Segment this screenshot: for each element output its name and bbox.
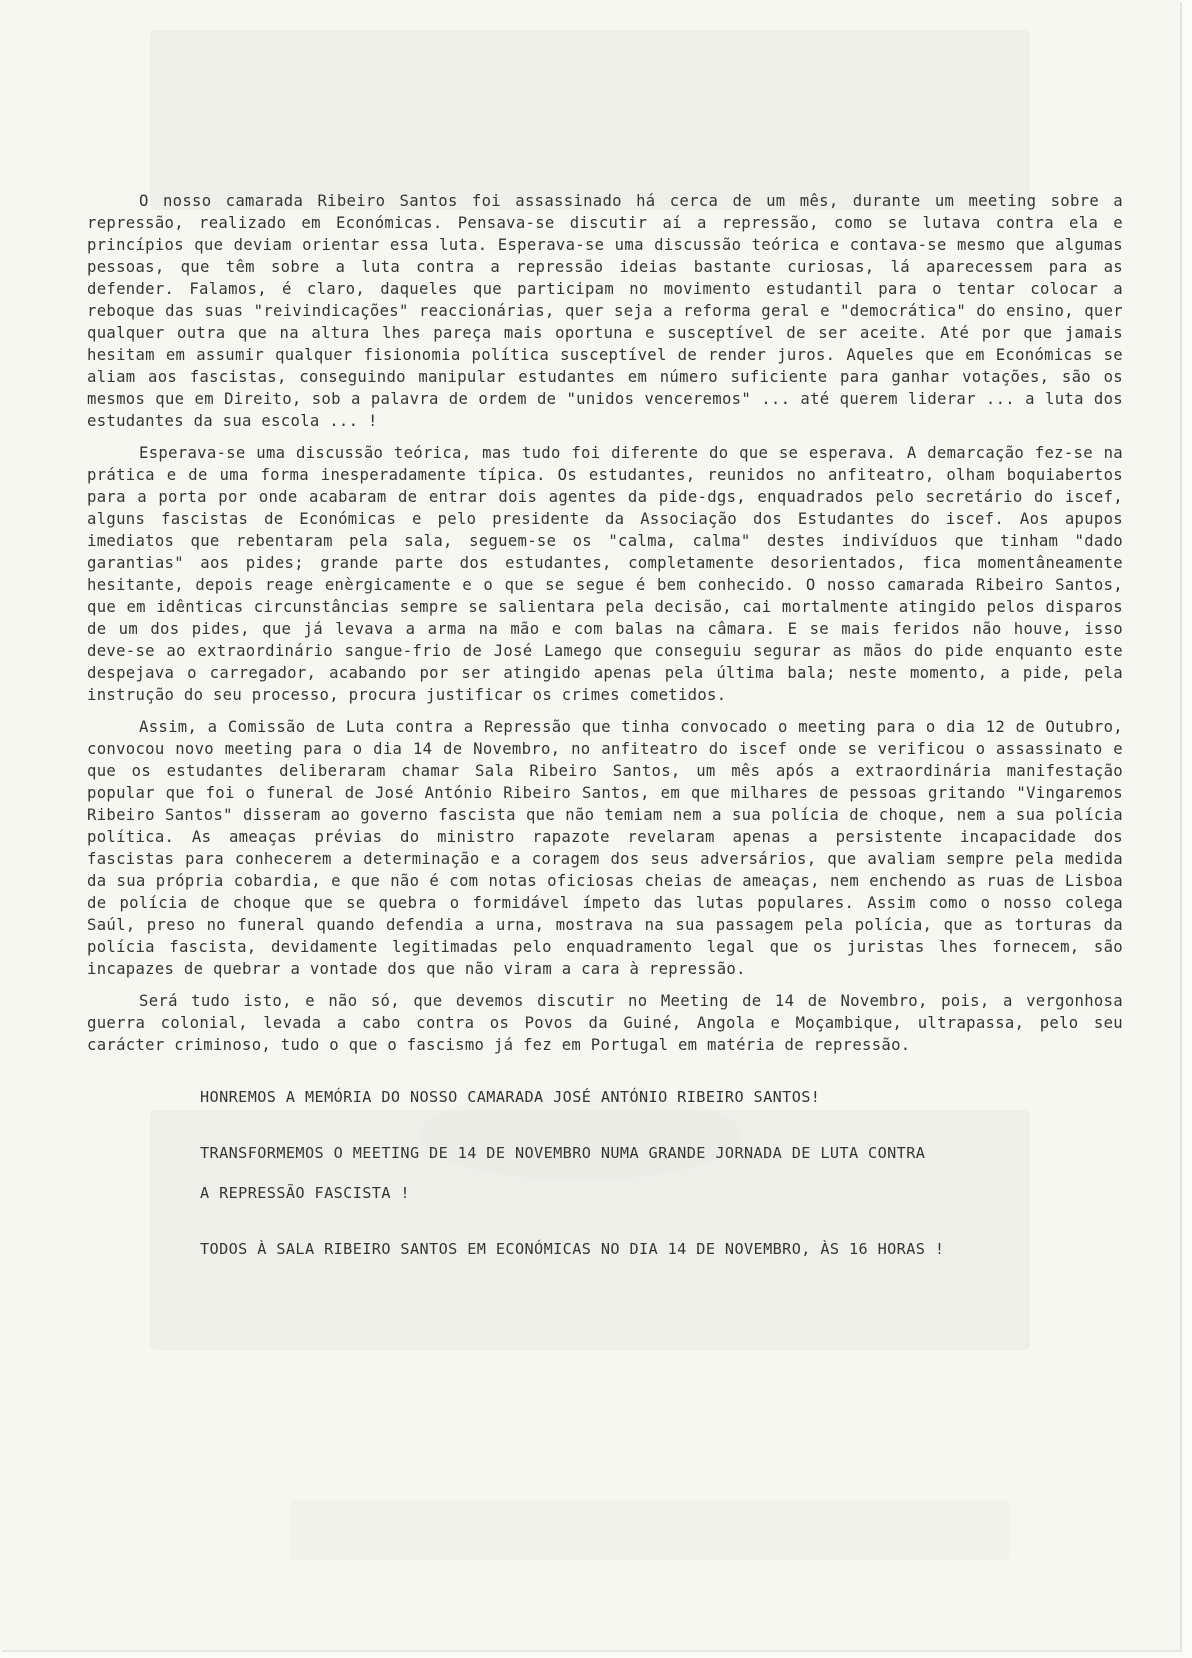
leaflet-text xyxy=(87,190,1123,1294)
slogan-honor: HONREMOS A MEMÓRIA DO NOSSO CAMARADA JOSÉ ANTÓNIO RIBEIRO SANTOS! xyxy=(200,1088,821,1106)
slogan-transform-line-2: A REPRESSÃO FASCISTA ! xyxy=(200,1184,410,1202)
bleed-through-shade-footer xyxy=(290,1500,1010,1560)
slogan-transform-line-1: TRANSFORMEMOS O MEETING DE 14 DE NOVEMBRO NUMA GRANDE JORNADA DE LUTA CONTRA xyxy=(200,1144,926,1162)
slogan-all-to-hall: TODOS À SALA RIBEIRO SANTOS EM ECONÓMICAS NO DIA 14 DE NOVEMBRO, ÀS 16 HORAS ! xyxy=(200,1240,945,1258)
paragraph-1: O nosso camarada Ribeiro Santos foi assassinado há cerca de um mês, durante um meeting sobre a repressão, realizado em Económicas. Pensava-se discutir aí a repressão, como se lutava contra ela e princípios que deviam orientar essa luta. Esperava-se uma discussão teórica e contava-se mesmo que algumas pessoas, que têm sobre a luta contra a repressão ideias bastante curiosas, lá aparecessem para as defender. Falamos, é claro, daqueles que participam no movimento estudantil para o tentar colocar a reboque das suas "reivindicações" reaccionárias, quer seja a reforma geral e "democrática" do ensino, quer qualquer outra que na altura lhes pareça mais oportuna e susceptível de ser aceite. Até por que jamais hesitam em assumir qualquer fisionomia política susceptível de render juros. Aqueles que em Económicas se aliam aos fascistas, conseguindo manipular estudantes em número suficiente para ganhar votações, são os mesmos que em Direito, sob a palavra de ordem de "unidos venceremos" ... até querem liderar ... a luta dos estudantes da sua escola ... ! xyxy=(87,192,1123,430)
bleed-through-shade-top xyxy=(150,30,1030,210)
paragraph-4: Será tudo isto, e não só, que devemos discutir no Meeting de 14 de Novembro, pois, a vergonhosa guerra colonial, levada a cabo contra os Povos da Guiné, Angola e Moçambique, ultrapassa, pelo seu carácter criminoso, tudo o que o fascismo já fez em Portugal em matéria de repressão. xyxy=(87,992,1123,1054)
paragraph-3: Assim, a Comissão de Luta contra a Repressão que tinha convocado o meeting para o dia 12 de Outubro, convocou novo meeting para o dia 14 de Novembro, no anfiteatro do iscef onde se verificou o assassinato e que os estudantes deliberaram chamar Sala Ribeiro Santos, um mês após a extraordinária manifestação popular que foi o funeral de José António Ribeiro Santos, em que milhares de pessoas gritando "Vingaremos Ribeiro Santos" disseram ao governo fascista que não temiam nem a sua polícia de choque, nem a sua polícia política. As ameaças prévias do ministro rapazote revelaram apenas a persistente incapacidade dos fascistas para conhecerem a determinação e a coragem dos seus adversários, que avaliam sempre pela medida da sua própria cobardia, e que não é com notas oficiosas cheias de ameaças, nem enchendo as ruas de Lisboa de polícia de choque que se quebra o formidável ímpeto das lutas populares. Assim como o nosso colega Saúl, preso no funeral quando defendia a urna, mostrava na sua passagem pela polícia, que as torturas da polícia fascista, devidamente legitimadas pelo enquadramento legal que os juristas lhes fornecem, são incapazes de quebrar a vontade dos que não viram a cara à repressão. xyxy=(87,718,1123,978)
slogans xyxy=(87,1086,1123,1260)
paragraph-2: Esperava-se uma discussão teórica, mas tudo foi diferente do que se esperava. A demarcação fez-se na prática e de uma forma inesperadamente típica. Os estudantes, reunidos no anfiteatro, olham boquiabertos para a porta por onde acabaram de entrar dois agentes da pide-dgs, enquadrados pelo secretário do iscef, alguns fascistas de Económicas e pelo presidente da Associação dos Estudantes do iscef. Aos apupos imediatos que rebentaram pela sala, seguem-se os "calma, calma" destes indivíduos que tinham "dado garantias" aos pides; grande parte dos estudantes, completamente desorientados, fica momentâneamente hesitante, depois reage enèrgicamente e o que se segue é bem conhecido. O nosso camarada Ribeiro Santos, que em idênticas circunstâncias sempre se salientara pela decisão, cai mortalmente atingido pelos disparos de um dos pides, que já levava a arma na mão e com balas na câmara. E se mais feridos não houve, isso deve-se ao extraordinário sangue-frio de José Lamego que conseguiu segurar as mãos do pide enquanto este despejava o carregador, acabando por ser atingido apenas pela última bala; neste momento, a pide, pela instrução do seu processo, procura justificar os crimes cometidos. xyxy=(87,444,1123,704)
